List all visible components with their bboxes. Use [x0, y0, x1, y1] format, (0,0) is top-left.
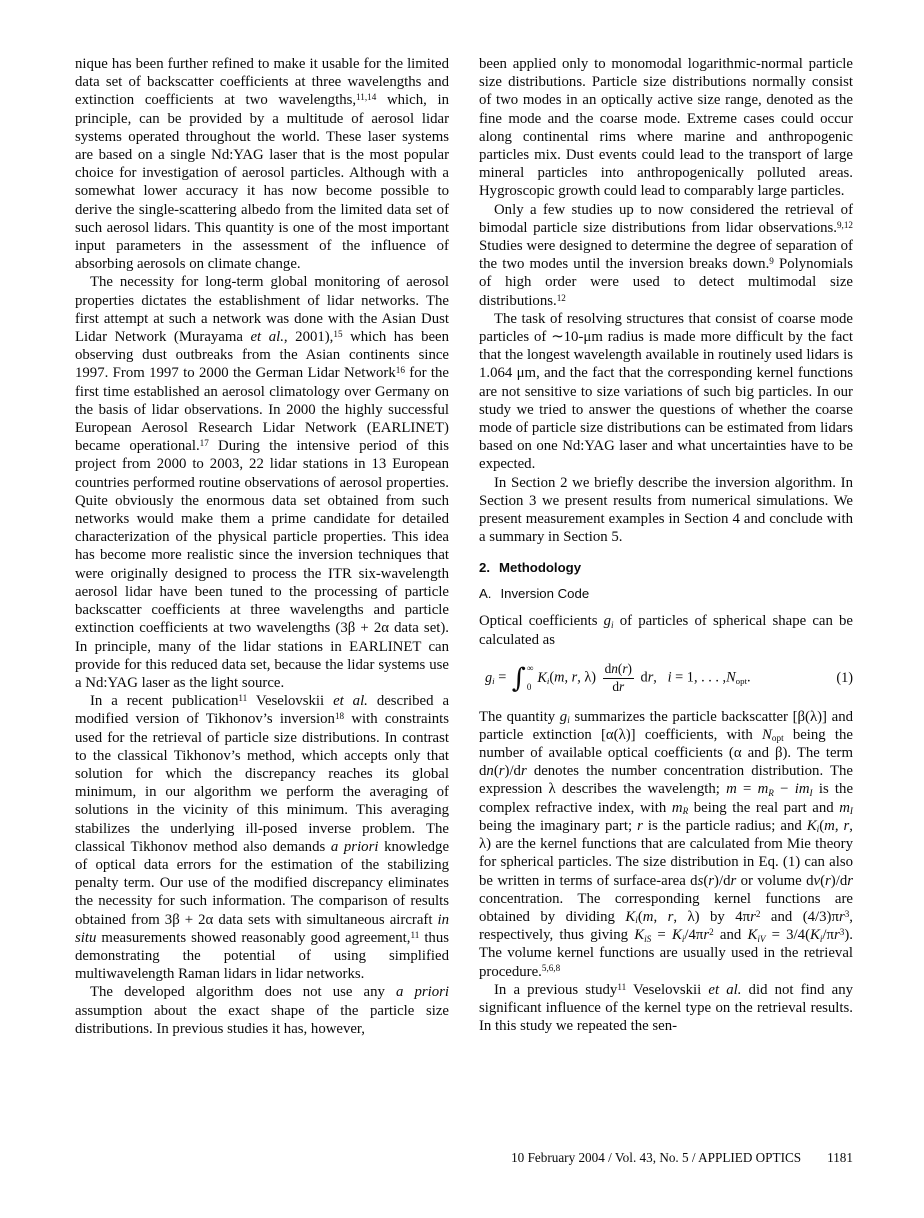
subsection-heading-inversion-code — [479, 586, 853, 602]
left-column — [75, 55, 449, 1038]
paragraph: In Section 2 we briefly describe the inversion algorithm. In Section 3 we present results from numerical simulations. We present measurement examples in Section 4 and conclude with a summary in Section 5. — [479, 474, 853, 546]
equation-body: $g_i$ = ∫ ∞ 0 $K_i(m$, r, λ) $\frac{dn(r)}{dr}$ dr, i = 1, . . . $,N_{opt}$. — [485, 660, 751, 694]
section-heading-methodology — [479, 560, 853, 576]
paragraph: In a previous study$^{11}$ Veselovskii et al. did not find any significant influence of the kernel type on the retrieval results. In this study we repeated the sen- — [479, 981, 853, 1035]
paragraph: The necessity for long-term global monitoring of aerosol properties dictates the establishment of lidar networks. The first attempt at such a network was done with the Asian Dust Lidar Network (Murayama et al., 2001),$^{15}$ which has been observing dust outbreaks from the Asian continents since 1997. From 1997 to 2000 the German Lidar Network$^{16}$ for the first time established an aerosol climatology over Germany on the basis of lidar observations. In 2000 the highly successful European Aerosol Research Lidar Network (EARLINET) became operational.$^{17}$ During the intensive period of this project from 2000 to 2003, 22 lidar stations in 13 European countries performed routine observations of aerosol properties. Quite obviously the enormous data set obtained from such networks would make them a prime candidate for detailed characterization of the physical particle properties. This idea has become more realistic since the inversion techniques that were originally designed to process the ITR six-wavelength aerosol lidar have been tuned to the processing of particle backscatter coefficients at three wavelengths and particle extinction coefficients at two wavelengths (3β + 2α data set). In principle, many of the lidar stations in EARLINET can provide for this reduced data set, because the lidar systems use a Nd:YAG laser as the light source. — [75, 274, 450, 691]
paragraph: The quantity $g_i$ summarizes the particle backscatter [β(λ)] and particle extinction [α(λ)] coefficients, with $N_{opt}$ being the number of available optical coefficients (α and β). The term dn(r)/dr denotes the number concentration distribution. The expression λ describes the wavelength; $m = m_R - im_I$ is the complex refractive index, with $m_R$ being the real part and $m_I$ being the imaginary part; r is the particle radius; and $K_i(m$, r, λ) are the kernel functions that are calculated from Mie theory for spherical particles. The size distribution in Eq. (1) can also be written in terms of surface-area ds(r)/dr or volume dv(r)/dr concentration. The corresponding kernel functions are obtained by dividing $K_i(m$, r, λ) by $4\pi r^2$ and $(4/3)\pi r^3$, respectively, thus giving $K_{iS} = K_i/4\pi r^2$ and $K_{iV} = 3/4(K_i/\pi r^3)$. The volume kernel functions are usually used in the retrieval procedure.$^{5,6,8}$ — [479, 708, 854, 980]
subsection-letter: A. — [479, 586, 492, 602]
equation-number: (1) — [836, 670, 853, 687]
footer-citation: 10 February 2004 / Vol. 43, No. 5 / APPLIED OPTICS — [511, 1150, 802, 1165]
two-column-text-area — [75, 55, 853, 1038]
page-footer — [75, 1150, 853, 1166]
paragraph: The developed algorithm does not use any a priori assumption about the exact shape of the particle size distributions. In previous studies it has, however, — [75, 984, 449, 1037]
equation-1 — [479, 662, 853, 695]
paragraph: nique has been further refined to make it usable for the limited data set of backscatter coefficients at three wavelengths and extinction coefficients at two wavelengths,$^{11,14}$ which, in principle, can be provided by a multitude of aerosol lidar systems operated throughout the world. These laser systems are based on a single Nd:YAG laser that is the most popular choice for investigation of aerosol particles. Although with a somewhat lower accuracy it has now become possible to derive the single-scattering albedo from the limited data set of such aerosol lidars. This quantity is one of the most important input parameters in the assessment of the influence of absorbing aerosols on climate change. — [75, 56, 449, 273]
paragraph: Optical coefficients $g_i$ of particles of spherical shape can be calculated as — [479, 613, 853, 648]
paragraph: been applied only to monomodal logarithmic-normal particle size distributions. Particle size distributions normally consist of two modes in an optically active size range, denoted as the fine mode and the coarse mode. Extreme cases could occur along continental rims where marine and anthropogenic particles mix. Dust events could lead to the transport of large mineral particles into anthropogenically polluted areas. Hygroscopic growth could lead to comparably large particles. — [479, 56, 853, 200]
subsection-title: Inversion Code — [500, 586, 590, 602]
page-number: 1181 — [827, 1150, 853, 1165]
paragraph: In a recent publication$^{11}$ Veselovskii et al. described a modified version of Tikhonov’s inversion$^{18}$ with constraints used for the retrieval of particle size distributions. In contrast to the classical Tikhonov’s method, which accepts only that solution for which the discrepancy reaches its global minimum, in our algorithm we perform the averaging of solutions in the vicinity of this minimum. This averaging stabilizes the underlying ill-posed inverse problem. The classical Tikhonov method also demands a priori knowledge of optical data errors for the estimation of the stabilizing penalty term. Our use of the modified discrepancy eliminates the necessity for such information. The comparison of results obtained from 3β + 2α data sets with simultaneous aircraft in situ measurements showed reasonably good agreement,$^{11}$ thus demonstrating the potential of using simplified multiwavelength Raman lidars in lidar networks. — [75, 692, 450, 983]
right-column — [479, 55, 853, 1038]
section-title: Methodology — [499, 560, 582, 576]
paragraph: Only a few studies up to now considered the retrieval of bimodal particle size distributions from lidar observations.$^{9,12}$ Studies were designed to determine the degree of separation of the two modes until the inversion breaks down.$^9$ Polynomials of high order were used to detect multimodal size distributions.$^{12}$ — [479, 201, 853, 309]
section-number: 2. — [479, 560, 490, 576]
paragraph: The task of resolving structures that consist of coarse mode particles of ∼10-μm radius is made more difficult by the fact that the longest wavelength available in routinely used lidars is 1.064 μm, and the fact that the corresponding kernel functions are not sensitive to size variations of such big particles. In our study we tried to answer the questions of whether the coarse mode of particle size distributions can be estimated from lidars based on one Nd:YAG laser and what uncertainties have to be expected. — [479, 310, 853, 473]
